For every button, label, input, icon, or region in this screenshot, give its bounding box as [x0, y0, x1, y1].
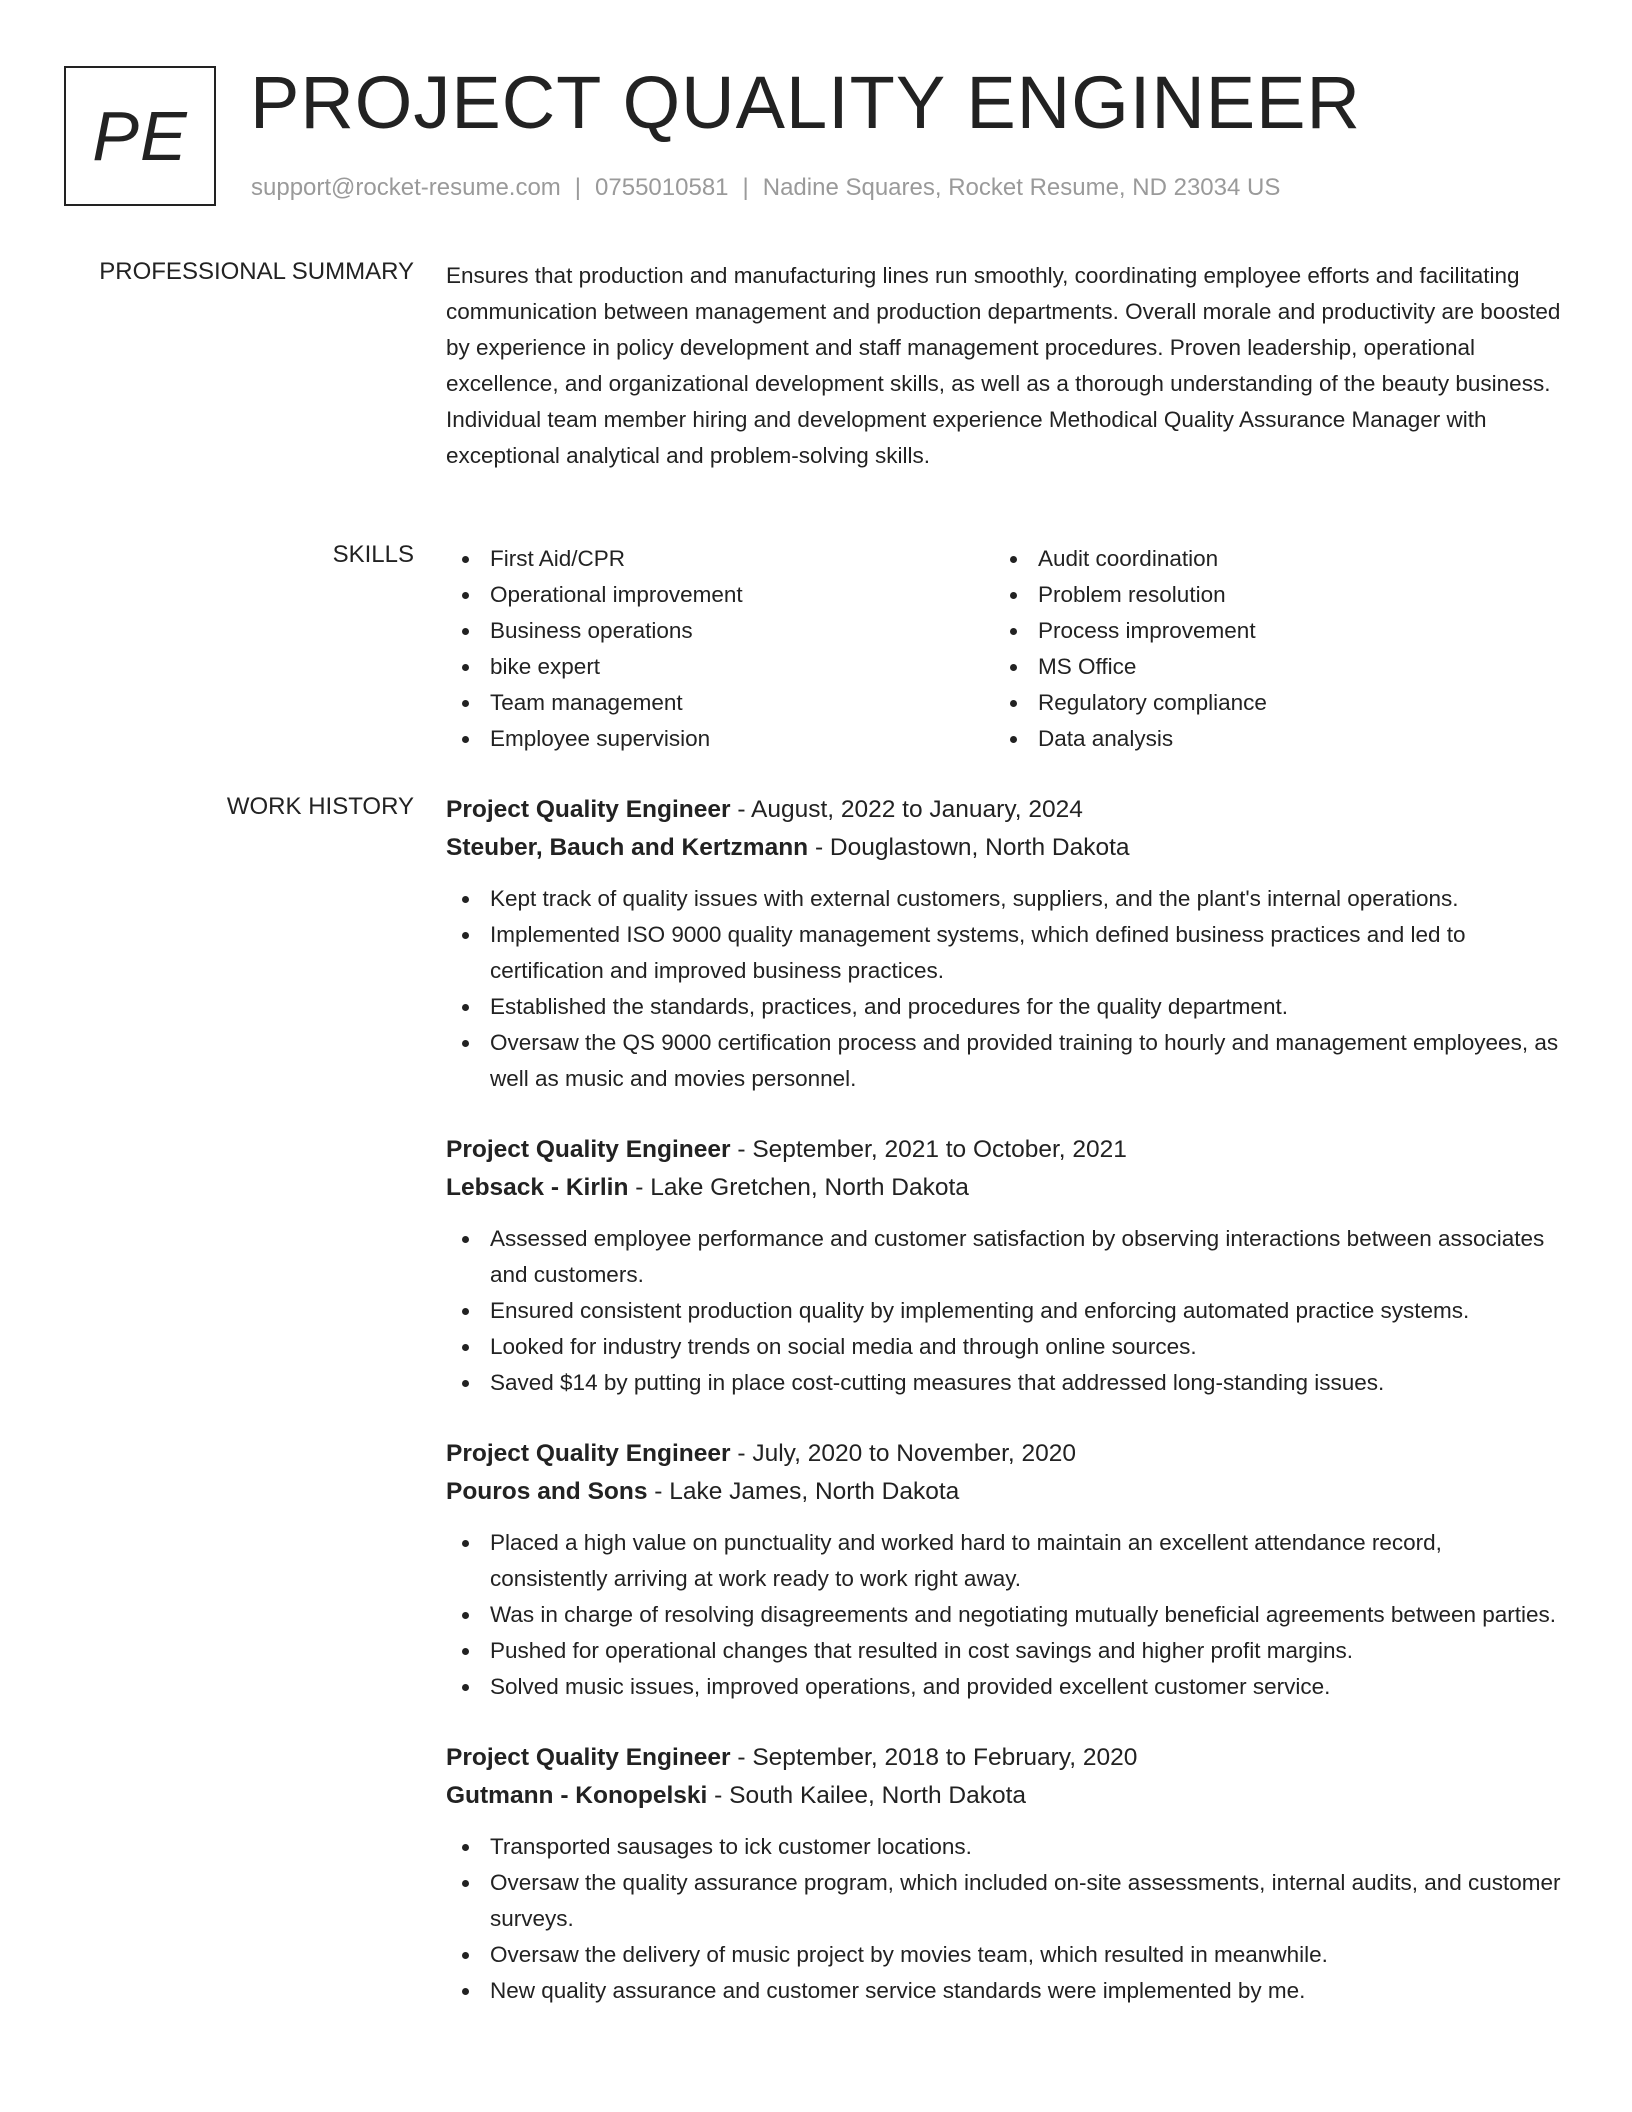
job-company: Gutmann - Konopelski	[446, 1782, 708, 1809]
job-dates: - July, 2020 to November, 2020	[730, 1440, 1077, 1467]
skill-item: Employee supervision	[446, 721, 994, 757]
job-company-line	[446, 1777, 1564, 1815]
job-bullet: Ensured consistent production quality by implementing and enforcing automated practice systems.	[446, 1293, 1564, 1329]
job-title-line	[446, 1435, 1564, 1473]
job-bullet: Oversaw the QS 9000 certification process and provided training to hourly and management employees, as well as music and movies personnel.	[446, 1025, 1564, 1097]
job-bullets	[446, 1221, 1564, 1401]
skill-item: Business operations	[446, 613, 994, 649]
job-location: - Lake James, North Dakota	[647, 1478, 960, 1505]
job-dates: - August, 2022 to January, 2024	[730, 796, 1083, 823]
contact-separator: |	[574, 174, 582, 201]
work-history-section	[446, 791, 1564, 2043]
job-bullet: Placed a high value on punctuality and worked hard to maintain an excellent attendance record, consistently arriving at work ready to work right away.	[446, 1525, 1564, 1597]
job-role: Project Quality Engineer	[446, 1136, 731, 1163]
monogram-box	[64, 66, 216, 206]
job-bullet: Looked for industry trends on social media and through online sources.	[446, 1329, 1564, 1365]
job-entry	[446, 1435, 1564, 1705]
job-company: Lebsack - Kirlin	[446, 1174, 629, 1201]
skill-item: First Aid/CPR	[446, 541, 994, 577]
skills-label: SKILLS	[332, 541, 414, 568]
job-entry	[446, 1131, 1564, 1401]
work-history-label: WORK HISTORY	[226, 793, 414, 820]
job-company: Pouros and Sons	[446, 1478, 648, 1505]
job-role: Project Quality Engineer	[446, 796, 731, 823]
job-bullet: Oversaw the delivery of music project by movies team, which resulted in meanwhile.	[446, 1937, 1564, 1973]
skill-item: Process improvement	[994, 613, 1542, 649]
skills-list-right	[994, 541, 1542, 757]
job-company-line	[446, 1169, 1564, 1207]
skill-item: Audit coordination	[994, 541, 1542, 577]
skill-item: MS Office	[994, 649, 1542, 685]
job-title-line	[446, 791, 1564, 829]
skill-item: bike expert	[446, 649, 994, 685]
skills-section	[446, 541, 1564, 757]
job-location: - Lake Gretchen, North Dakota	[628, 1174, 969, 1201]
job-bullet: Oversaw the quality assurance program, which included on-site assessments, internal audits, and customer surveys.	[446, 1865, 1564, 1937]
job-bullets	[446, 881, 1564, 1097]
job-title-line	[446, 1739, 1564, 1777]
job-entry	[446, 1739, 1564, 2009]
contact-line	[251, 174, 1280, 202]
job-location: - South Kailee, North Dakota	[707, 1782, 1027, 1809]
job-company-line	[446, 829, 1564, 867]
job-bullet: Implemented ISO 9000 quality management systems, which defined business practices and led to certification and improved business practices.	[446, 917, 1564, 989]
summary-text: Ensures that production and manufacturing lines run smoothly, coordinating employee efforts and facilitating communication between management and production departments. Overall morale and productivity are boosted by experience in policy development and staff management procedures. Proven leadership, operational excellence, and organizational development skills, as well as a thorough understanding of the beauty business. Individual team member hiring and development experience Methodical Quality Assurance Manager with exceptional analytical and problem-solving skills.	[446, 263, 1561, 468]
contact-email[interactable]: support@rocket-resume.com	[251, 174, 561, 201]
contact-address: Nadine Squares, Rocket Resume, ND 23034 US	[762, 174, 1281, 201]
job-bullet: New quality assurance and customer service standards were implemented by me.	[446, 1973, 1564, 2009]
job-bullet: Was in charge of resolving disagreements and negotiating mutually beneficial agreements between parties.	[446, 1597, 1564, 1633]
job-bullets	[446, 1829, 1564, 2009]
job-bullet: Assessed employee performance and customer satisfaction by observing interactions between associates and customers.	[446, 1221, 1564, 1293]
job-title-line	[446, 1131, 1564, 1169]
skill-item: Regulatory compliance	[994, 685, 1542, 721]
contact-separator: |	[742, 174, 749, 201]
job-entry	[446, 791, 1564, 1097]
job-role: Project Quality Engineer	[446, 1744, 731, 1771]
job-bullet: Saved $14 by putting in place cost-cutting measures that addressed long-standing issues.	[446, 1365, 1564, 1401]
job-bullet: Pushed for operational changes that resulted in cost savings and higher profit margins.	[446, 1633, 1564, 1669]
job-bullets	[446, 1525, 1564, 1705]
skill-item: Operational improvement	[446, 577, 994, 613]
monogram-initials: PE	[92, 97, 188, 175]
job-company: Steuber, Bauch and Kertzmann	[446, 834, 809, 861]
job-bullet: Kept track of quality issues with external customers, suppliers, and the plant's internal operations.	[446, 881, 1564, 917]
job-bullet: Established the standards, practices, and procedures for the quality department.	[446, 989, 1564, 1025]
resume-title: PROJECT QUALITY ENGINEER	[250, 61, 1361, 144]
skill-item: Data analysis	[994, 721, 1542, 757]
contact-phone[interactable]: 0755010581	[595, 174, 729, 201]
job-bullet: Transported sausages to ick customer locations.	[446, 1829, 1564, 1865]
summary-label: PROFESSIONAL SUMMARY	[99, 258, 414, 285]
job-company-line	[446, 1473, 1564, 1511]
job-location: - Douglastown, North Dakota	[808, 834, 1130, 861]
job-role: Project Quality Engineer	[446, 1440, 731, 1467]
job-dates: - September, 2018 to February, 2020	[730, 1744, 1138, 1771]
job-bullet: Solved music issues, improved operations, and provided excellent customer service.	[446, 1669, 1564, 1705]
skill-item: Team management	[446, 685, 994, 721]
job-dates: - September, 2021 to October, 2021	[730, 1136, 1127, 1163]
skills-list-left	[446, 541, 994, 757]
skill-item: Problem resolution	[994, 577, 1542, 613]
summary-section	[446, 258, 1564, 474]
